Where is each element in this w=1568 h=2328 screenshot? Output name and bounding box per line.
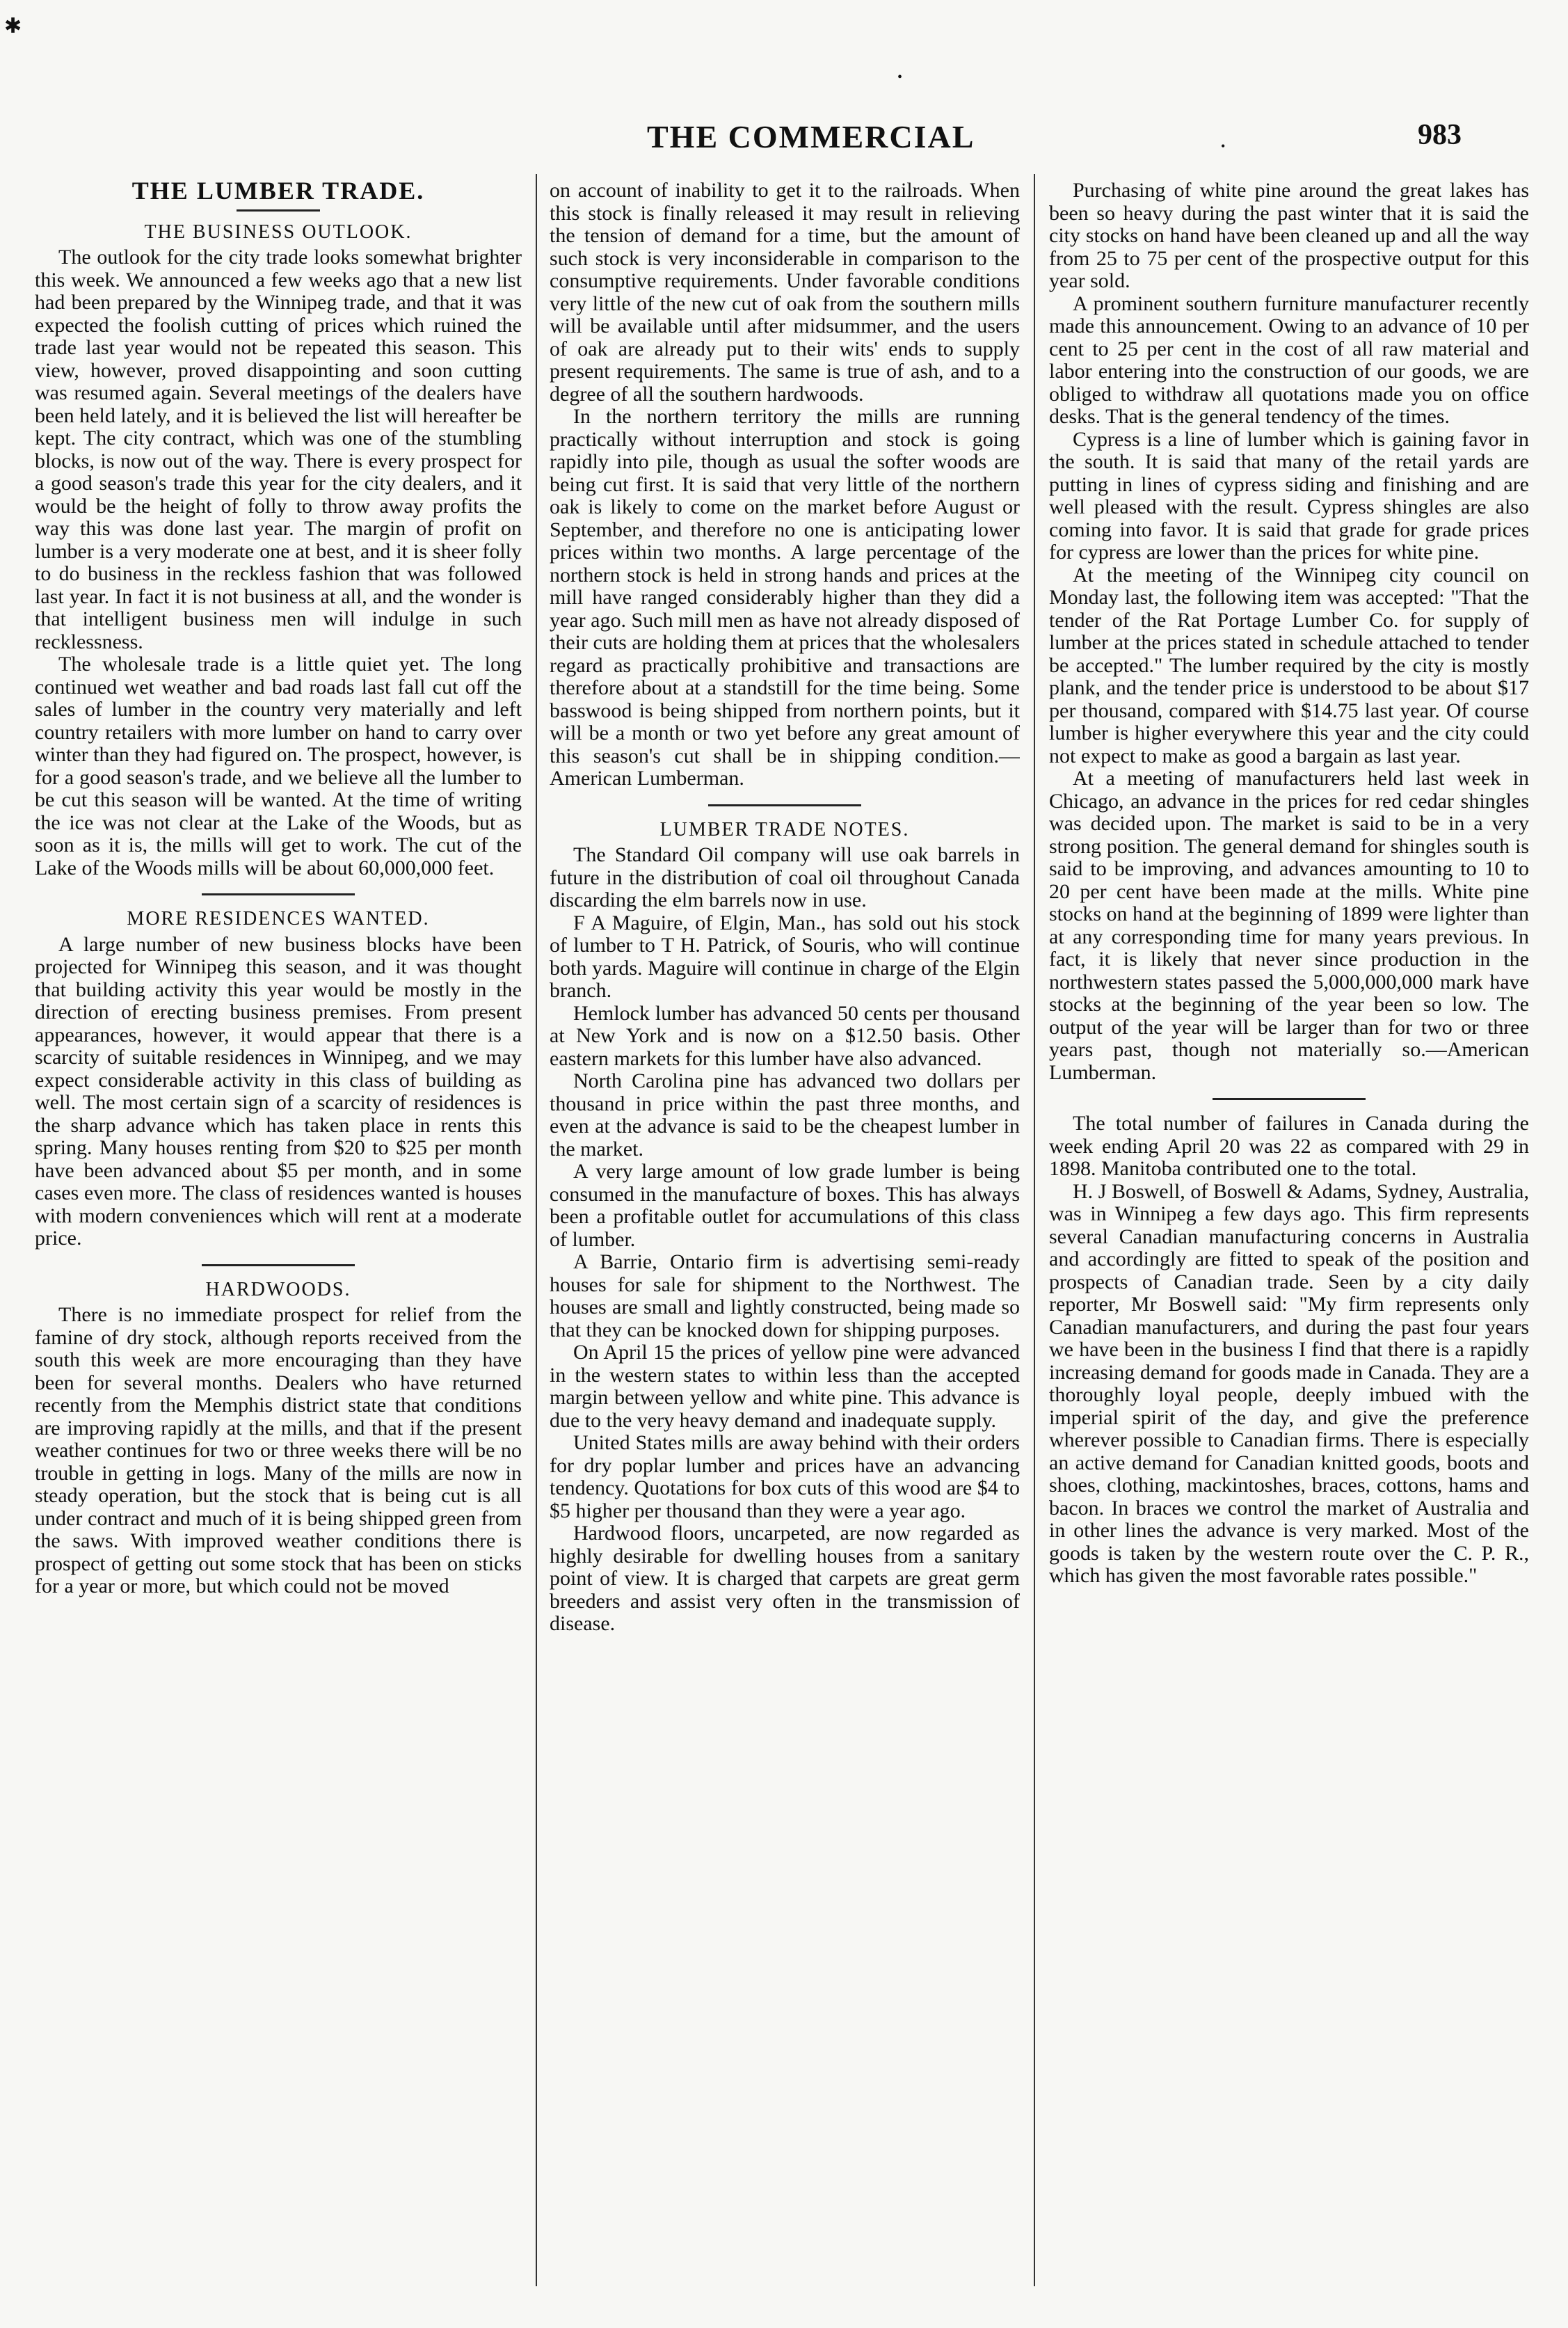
column-3: [1049, 180, 1529, 2281]
paragraph: At a meeting of manufacturers held last week in Chicago, an advance in the prices for red cedar shingles was decided upon. The market is said to be in a very strong position. The general demand for shingles south is said to be improving, and advances amounting to 10 to 20 per cent have been made at the mills. White pine stocks on hand at the beginning of 1899 were lighter than at any corresponding time for many years previous. In fact, it is likely that never since production in the northwestern states passed the 5,000,000,000 mark have stocks at the beginning of the year been so low. The output of the year will be larger than for two or three years past, though not materially so.—American Lumberman.: [1049, 767, 1529, 1084]
paragraph: Purchasing of white pine around the great lakes has been so heavy during the past winter that it is said the city stocks on hand have been cleaned up and all the way from 25 to 75 per cent of the prospective output for this year sold.: [1049, 180, 1529, 292]
paragraph: In the northern territory the mills are running practically without interruption and stock is going rapidly into pile, though as usual the softer woods are being cut first. It is said that very little of the northern oak is likely to come on the market before August or September, and therefore no one is anticipating lower prices within two months. A large percentage of the northern stock is held in strong hands and prices at the mill have ranged considerably higher than they did a year ago. Such mill men as have not already disposed of their cuts are holding them at prices that the wholesalers regard as practically prohibitive and transactions are therefore about at a standstill for the time being. Some basswood is being shipped from northern points, but it will be a month or two yet before any great amount of this season's cut shall be in shipping condition.—American Lumberman.: [550, 405, 1020, 790]
subheading-hardwoods: HARDWOODS.: [205, 1278, 351, 1300]
scan-mark: ✱: [4, 15, 22, 38]
news-note: Hardwood floors, uncarpeted, are now regarded as highly desirable for dwelling houses from a sanitary point of view. It is charged that carpets are great germ breeders and assist very often in the transmission of disease.: [550, 1522, 1020, 1635]
paragraph: There is no immediate prospect for relief from the famine of dry stock, although reports received from the south this week are more encouraging than they have been for several months. Dealers who have returned recently from the Memphis district state that conditions are improving rapidly at the mills, and that if the present weather continues for two or three weeks there will be no trouble in getting in logs. Many of the mills are now in steady operation, but the stock that is being cut is all under contract and much of it is being shipped green from the saws. With improved weather conditions there is prospect of getting out some stock that has been on sticks for a year or more, but which could not be moved: [35, 1303, 522, 1597]
paragraph: The outlook for the city trade looks somewhat brighter this week. We announced a few weeks ago that a new list had been prepared by the Winnipeg trade, and that it was expected the foolish cutting of prices which ruined the trade last year would not be repeated this season. This view, however, proved disappointing and soon cutting was resumed again. Several meetings of the dealers have been held lately, and it is believed the list will hereafter be kept. The city contract, which was one of the stumbling blocks, is now out of the way. There is every prospect for a good season's trade this year for the city dealers, and it would be the height of folly to throw away profits the way this was done last year. The margin of profit on lumber is a very moderate one at best, and it is sheer folly to do business in the reckless fashion that was followed last year. In fact it is not business at all, and the wonder is that intelligent business men will indulge in such recklessness.: [35, 246, 522, 653]
news-note: F A Maguire, of Elgin, Man., has sold out his stock of lumber to T H. Patrick, of Souris, who will continue both yards. Maguire will continue in charge of the Elgin branch.: [550, 911, 1020, 1002]
divider: [237, 209, 320, 212]
news-note: North Carolina pine has advanced two dollars per thousand in price within the past three months, and even at the advance is said to be the cheapest lumber in the market.: [550, 1069, 1020, 1161]
column-2: [550, 180, 1020, 2281]
subheading-business-outlook: THE BUSINESS OUTLOOK.: [144, 221, 413, 243]
column-1: [35, 180, 522, 2281]
divider: [202, 893, 355, 895]
paragraph: Cypress is a line of lumber which is gaining favor in the south. It is said that many of the retail yards are putting in lines of cypress siding and finishing and are well pleased with the result. Cypress shingles are also coming into favor. It is said that grade for grade prices for cypress are lower than the prices for white pine.: [1049, 427, 1529, 564]
scan-dot: •: [897, 70, 903, 85]
divider: [1213, 1098, 1366, 1100]
paragraph-continued: on account of inability to get it to the railroads. When this stock is finally released it may result in relieving the tension of demand for a time, but the amount of such stock is very inconsiderable in comparison to the consumptive requirements. Under favorable conditions very little of the new cut of oak from the southern mills will be available until after midsummer, and the users of oak are already put to their wits' ends to supply present requirements. The same is true of ash, and to a degree of all the southern hardwoods.: [550, 180, 1020, 406]
column-divider: [1034, 174, 1035, 2286]
paragraph: A large number of new business blocks have been projected for Winnipeg this season, and it was thought that building activity this year would be mostly in the direction of erecting business premises. From present appearances, however, it would appear that there is a scarcity of suitable residences in Winnipeg, and we may expect considerable activity in this class of building as well. The most certain sign of a scarcity of residences is the sharp advance which has taken place in rents this spring. Many houses renting from $20 to $25 per month have been advanced about $5 per month, and in some cases even more. The class of residences wanted is houses with modern conveniences which will rent at a moderate price.: [35, 932, 522, 1250]
subheading-trade-notes: LUMBER TRADE NOTES.: [659, 818, 910, 840]
section-headline: THE LUMBER TRADE.: [131, 180, 425, 205]
scan-dot: •: [1221, 139, 1226, 153]
news-note: A very large amount of low grade lumber is being consumed in the manufacture of boxes. This has always been a profitable outlet for accumulations of this class of lumber.: [550, 1160, 1020, 1251]
paragraph: The wholesale trade is a little quiet yet. The long continued wet weather and bad roads last fall cut off the sales of lumber in the country very materially and left country retailers with more lumber on hand to carry over winter than they had figured on. The prospect, however, is for a good season's trade, and we believe all the lumber to be cut this season will be wanted. At the time of writing the ice was not clear at the Lake of the Woods, but as soon as it is, the mills will get to work. The cut of the Lake of the Woods mills will be about 60,000,000 feet.: [35, 653, 522, 879]
paragraph: The total number of failures in Canada during the week ending April 20 was 22 as compared with 29 in 1898. Manitoba contributed one to the total.: [1049, 1112, 1529, 1180]
paragraph: At the meeting of the Winnipeg city council on Monday last, the following item was accepted: "That the tender of the Rat Portage Lumber Co. for supply of lumber at the prices stated in schedule attached to tender be accepted." The lumber required by the city is mostly plank, and the tender price is understood to be about $17 per thousand, compared with $14.75 last year. Of course lumber is higher everywhere this year and the city could not expect to make as good a bargain as last year.: [1049, 563, 1529, 767]
news-note: United States mills are away behind with their orders for dry poplar lumber and prices have an advancing tendency. Quotations for box cuts of this wood are $4 to $5 higher per thousand than they were a year ago.: [550, 1431, 1020, 1522]
divider: [202, 1264, 355, 1266]
newspaper-title: THE COMMERCIAL: [647, 119, 975, 154]
subheading-residences-wanted: MORE RESIDENCES WANTED.: [127, 908, 430, 930]
page-number: 983: [1418, 119, 1462, 151]
paragraph: A prominent southern furniture manufacturer recently made this announcement. Owing to an advance of 10 per cent to 25 per cent in the cost of all raw material and labor entering into the construction of our goods, we are obliged to withdraw all quotations made you on office desks. That is the general tendency of the times.: [1049, 292, 1529, 428]
news-note: A Barrie, Ontario firm is advertising semi-ready houses for sale for shipment to the Northwest. The houses are small and lightly constructed, being made so that they can be knocked down for shipping purposes.: [550, 1250, 1020, 1341]
news-note: The Standard Oil company will use oak barrels in future in the distribution of coal oil throughout Canada discarding the elm barrels now in use.: [550, 843, 1020, 911]
column-divider: [536, 174, 537, 2286]
news-note: Hemlock lumber has advanced 50 cents per thousand at New York and is now on a $12.50 basis. Other eastern markets for this lumber have also advanced.: [550, 1001, 1020, 1070]
divider: [708, 804, 861, 806]
masthead: [0, 104, 1568, 160]
news-note: On April 15 the prices of yellow pine were advanced in the western states to within less than the accepted margin between yellow and white pine. This advance is due to the very heavy demand and inadequate supply.: [550, 1341, 1020, 1432]
paragraph: H. J Boswell, of Boswell & Adams, Sydney, Australia, was in Winnipeg a few days ago. This firm represents several Canadian manufacturing concerns in Australia and accordingly are fitted to speak of the position and prospects of Canadian trade. Seen by a city daily reporter, Mr Boswell said: "My firm represents only Canadian manufacturers, and during the past four years we have been in the business I find that there is a rapidly increasing demand for goods made in Canada. They are a thoroughly loyal people, deeply imbued with the imperial spirit of the day, and give the preference wherever possible to Canadian firms. There is especially an active demand for Canadian knitted goods, boots and shoes, clothing, mackintoshes, braces, cottons, hams and bacon. In braces we control the market of Australia and in other lines the advance is very marked. Most of the goods is taken by the western route over the C. P. R., which has given the most favorable rates possible.": [1049, 1179, 1529, 1587]
